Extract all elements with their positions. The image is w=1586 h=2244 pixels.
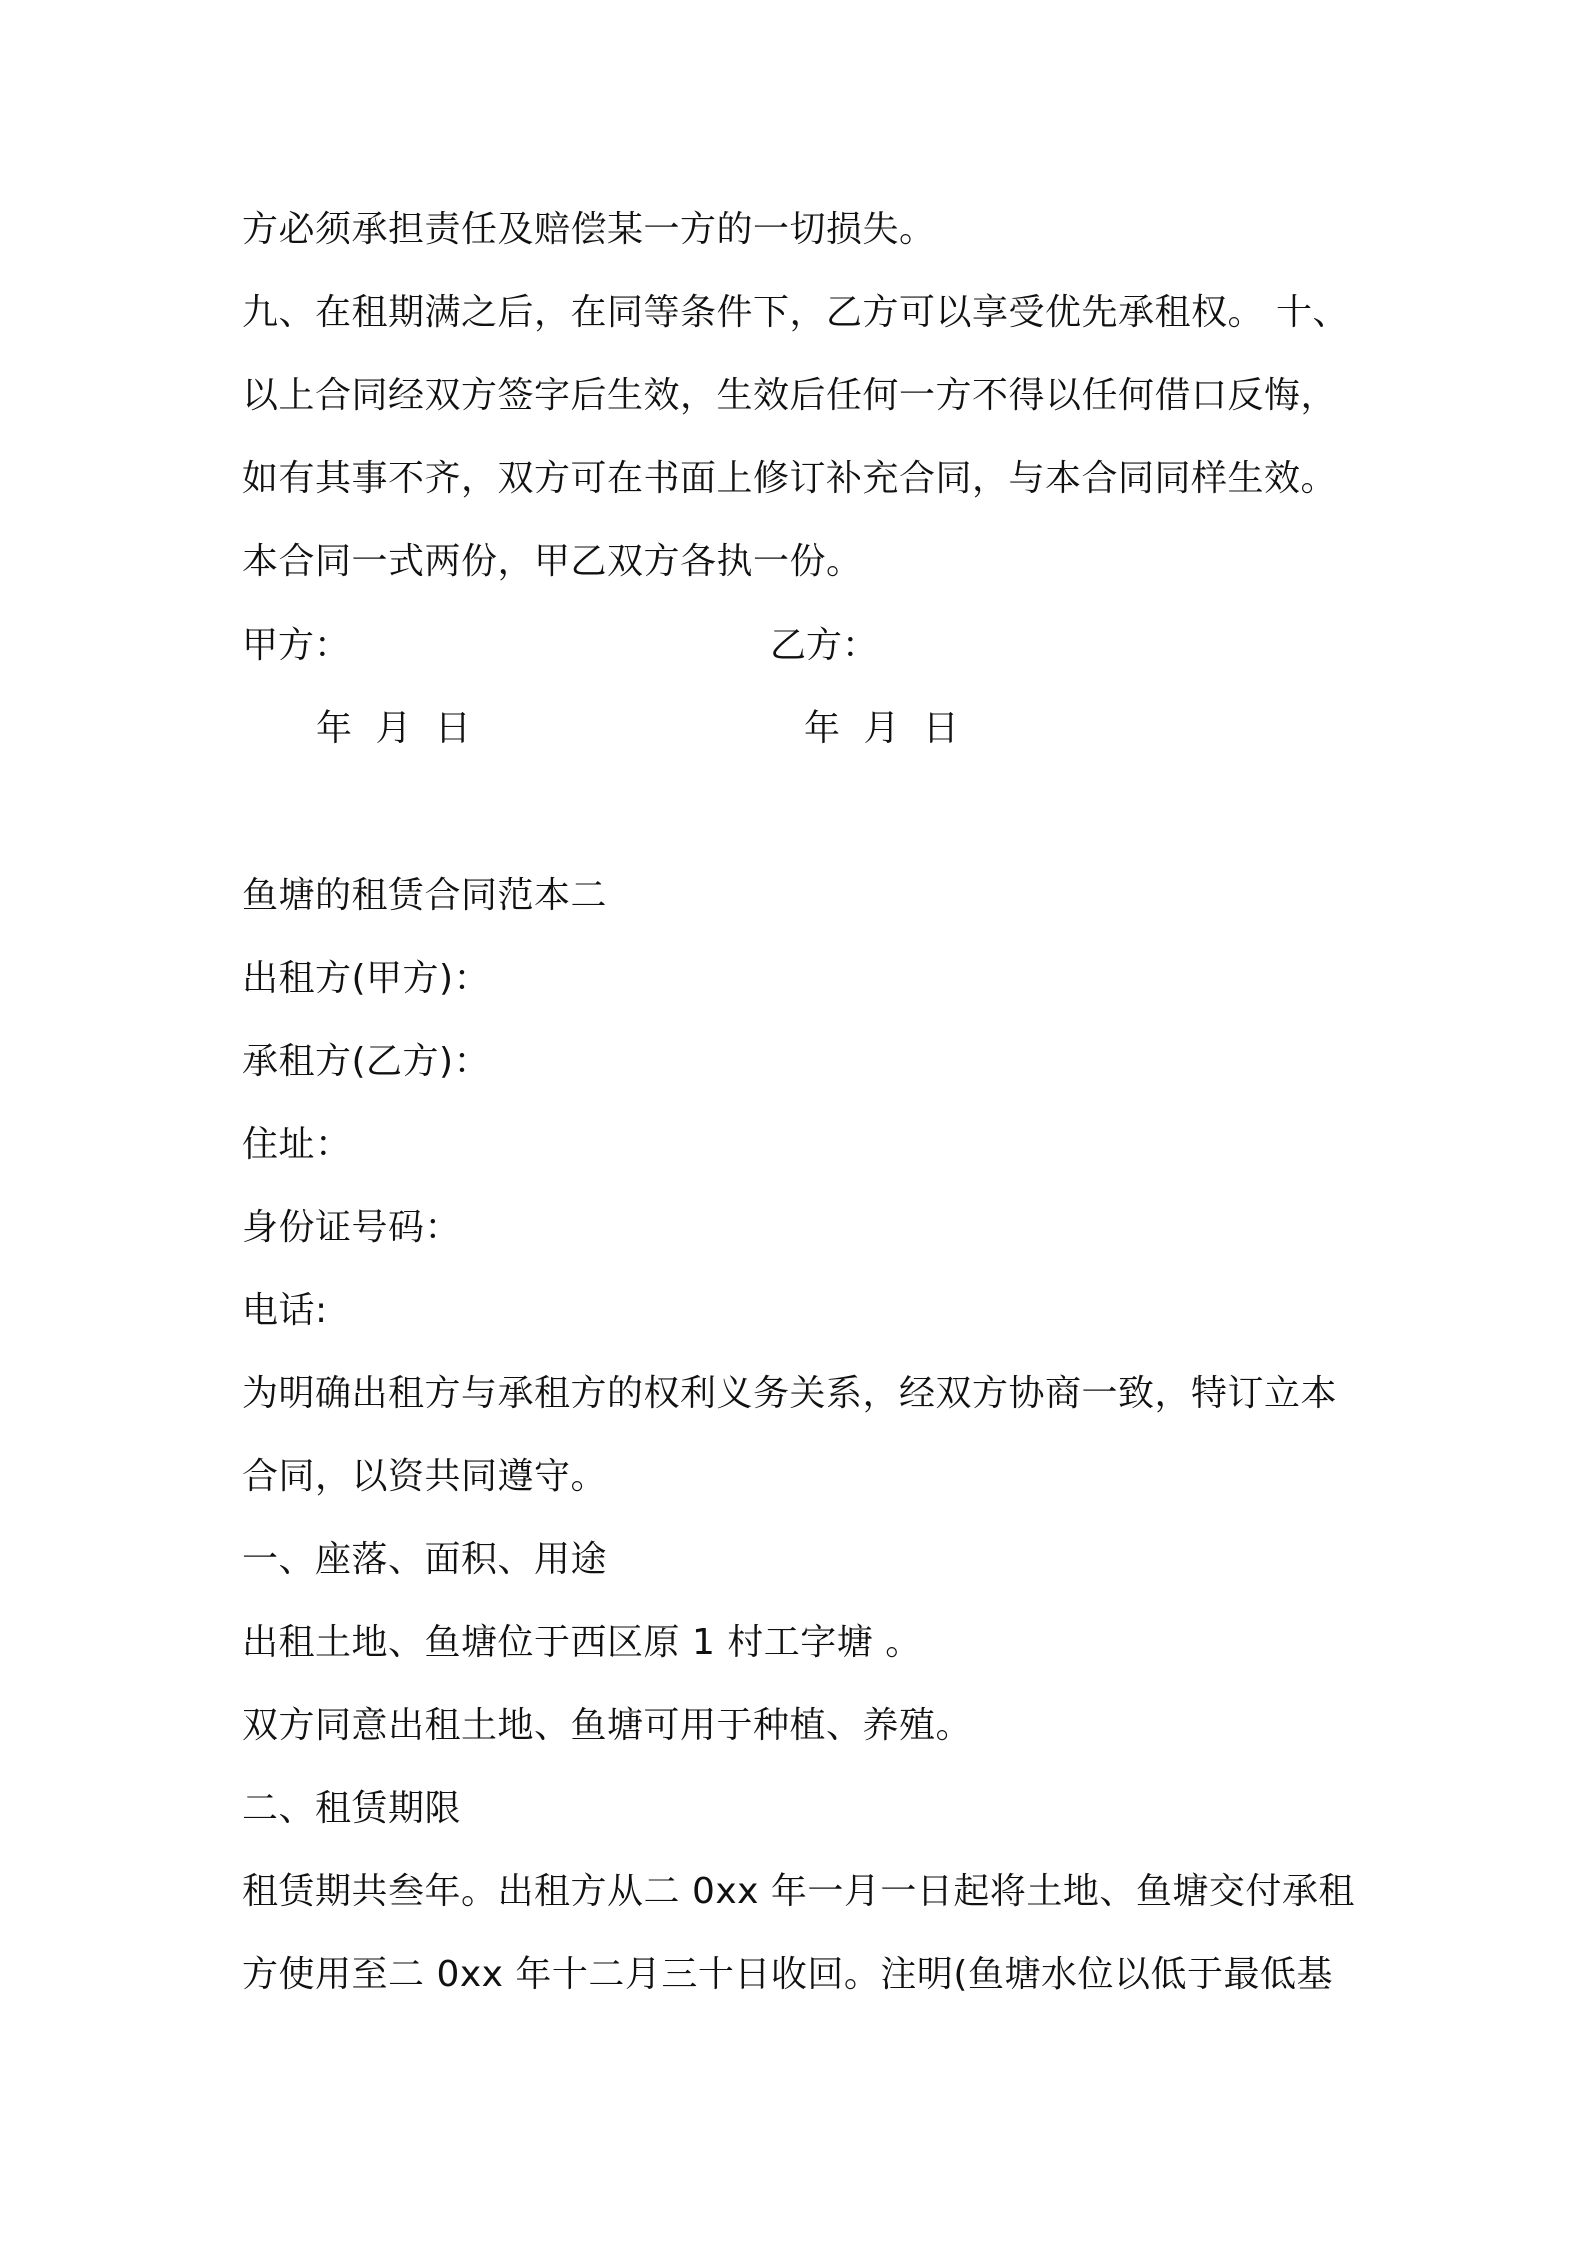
party-a-date: 年 月 日 — [316, 708, 471, 749]
lessee-field: 承租方(乙方)： — [242, 1041, 491, 1082]
party-a-signature-label: 甲方： — [242, 625, 351, 666]
address-field: 住址： — [242, 1124, 352, 1165]
id-number-field: 身份证号码： — [242, 1207, 462, 1248]
phone-field: 电话: — [242, 1290, 328, 1331]
clause-heading: 一、座落、面积、用途 — [242, 1539, 608, 1580]
party-b-signature-label: 乙方： — [770, 625, 879, 666]
text-line: 合同，以资共同遵守。 — [242, 1456, 608, 1497]
text-line: 出租土地、鱼塘位于西区原 1 村工字塘 。 — [242, 1622, 922, 1663]
section-title: 鱼塘的租赁合同范本二 — [242, 875, 608, 916]
party-b-date: 年 月 日 — [804, 708, 959, 749]
clause-heading: 二、租赁期限 — [242, 1788, 462, 1829]
lessor-field: 出租方(甲方)： — [242, 958, 491, 999]
text-line: 如有其事不齐，双方可在书面上修订补充合同，与本合同同样生效。 — [242, 458, 1338, 499]
text-line: 方使用至二 0xx 年十二月三十日收回。注明(鱼塘水位以低于最低基 — [242, 1954, 1333, 1995]
text-line: 双方同意出租土地、鱼塘可用于种植、养殖。 — [242, 1705, 973, 1746]
text-line: 方必须承担责任及赔偿某一方的一切损失。 — [242, 209, 936, 250]
text-line: 租赁期共叁年。出租方从二 0xx 年一月一日起将土地、鱼塘交付承租 — [242, 1871, 1355, 1912]
text-line: 以上合同经双方签字后生效，生效后任何一方不得以任何借口反悔， — [242, 375, 1338, 416]
text-line: 九、在租期满之后，在同等条件下，乙方可以享受优先承租权。 十、 — [242, 292, 1349, 333]
text-line: 为明确出租方与承租方的权利义务关系，经双方协商一致，特订立本 — [242, 1373, 1338, 1414]
text-line: 本合同一式两份，甲乙双方各执一份。 — [242, 541, 863, 582]
